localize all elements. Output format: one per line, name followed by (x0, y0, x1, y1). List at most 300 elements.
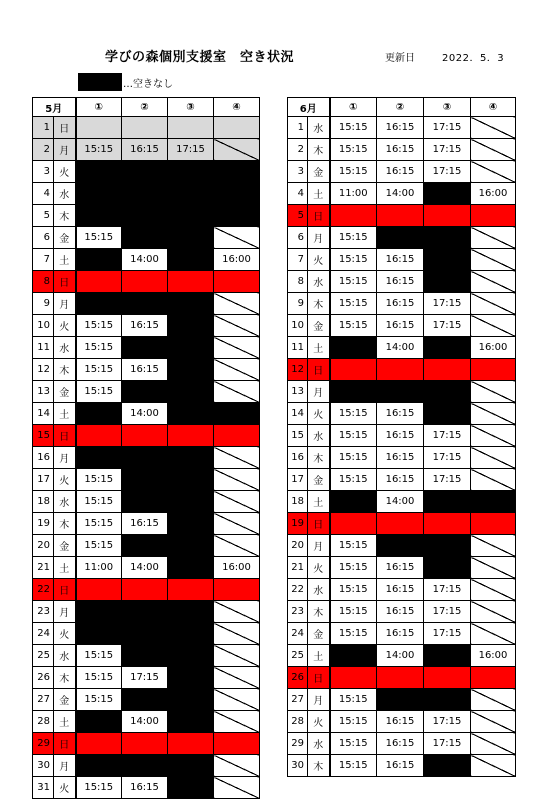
slot-1-cell: 15:15 (330, 601, 377, 623)
slot-3-cell (168, 579, 214, 601)
slot-3-cell (168, 293, 214, 315)
day-number: 28 (33, 711, 54, 733)
slot-2-cell (377, 535, 424, 557)
slot-2-cell (122, 535, 168, 557)
slot-3-cell (424, 667, 471, 689)
slot-4-cell (214, 293, 260, 315)
slot-4-cell (214, 403, 260, 425)
slot-3-cell (424, 557, 471, 579)
slot-3-cell (424, 227, 471, 249)
slot-1-header: ① (76, 98, 122, 117)
slot-1-cell: 15:15 (330, 711, 377, 733)
weekday: 火 (308, 711, 330, 733)
slot-3-cell: 17:15 (424, 469, 471, 491)
slot-1-cell (76, 403, 122, 425)
day-number: 9 (288, 293, 308, 315)
slot-3-cell (168, 623, 214, 645)
slot-3-cell (168, 491, 214, 513)
day-number: 27 (33, 689, 54, 711)
day-number: 3 (288, 161, 308, 183)
slot-1-cell (76, 447, 122, 469)
slot-1-cell (76, 733, 122, 755)
weekday: 金 (54, 381, 76, 403)
slot-3-cell (424, 689, 471, 711)
slot-3-cell (168, 425, 214, 447)
slot-3-cell (168, 469, 214, 491)
slot-3-cell: 17:15 (424, 139, 471, 161)
slot-3-cell (168, 557, 214, 579)
day-number: 24 (33, 623, 54, 645)
slot-1-cell (76, 755, 122, 777)
weekday: 日 (308, 359, 330, 381)
slot-3-cell (168, 315, 214, 337)
table-row (288, 579, 516, 601)
slot-2-header: ② (377, 98, 424, 117)
slot-4-cell (214, 381, 260, 403)
weekday: 日 (54, 425, 76, 447)
slot-4-cell (214, 689, 260, 711)
slot-2-cell (122, 469, 168, 491)
weekday: 木 (308, 601, 330, 623)
table-row (33, 535, 260, 557)
day-number: 30 (33, 755, 54, 777)
slot-3-cell (424, 381, 471, 403)
slot-2-cell (377, 667, 424, 689)
slot-2-cell: 16:15 (377, 447, 424, 469)
table-row (288, 381, 516, 403)
slot-1-cell (76, 623, 122, 645)
slot-2-cell (122, 689, 168, 711)
weekday: 火 (54, 469, 76, 491)
slot-3-cell (168, 535, 214, 557)
slot-3-cell (168, 183, 214, 205)
slot-3-cell (168, 161, 214, 183)
day-number: 23 (288, 601, 308, 623)
slot-2-cell (122, 271, 168, 293)
slot-2-cell (122, 183, 168, 205)
slot-4-header: ④ (214, 98, 260, 117)
slot-1-header: ① (330, 98, 377, 117)
table-row (288, 117, 516, 139)
slot-1-cell (330, 381, 377, 403)
slot-4-cell (471, 755, 516, 777)
may-rows (33, 117, 260, 799)
day-number: 10 (288, 315, 308, 337)
table-row (288, 425, 516, 447)
slot-2-cell: 16:15 (377, 315, 424, 337)
day-number: 31 (33, 777, 54, 799)
day-number: 30 (288, 755, 308, 777)
day-number: 19 (33, 513, 54, 535)
slot-4-cell (471, 689, 516, 711)
slot-2-cell: 16:15 (377, 711, 424, 733)
slot-3-cell (424, 359, 471, 381)
weekday: 月 (54, 447, 76, 469)
slot-4-cell: 16:00 (471, 337, 516, 359)
table-row (33, 117, 260, 139)
slot-4-cell (471, 469, 516, 491)
weekday: 火 (54, 777, 76, 799)
weekday: 月 (308, 689, 330, 711)
slot-1-cell (76, 205, 122, 227)
weekday: 金 (308, 623, 330, 645)
updated-label: 更新日 (385, 53, 415, 64)
day-number: 2 (33, 139, 54, 161)
weekday: 金 (308, 469, 330, 491)
updated-date: 2022．5．3 (442, 53, 505, 64)
slot-4-cell (471, 579, 516, 601)
table-row (288, 293, 516, 315)
day-number: 15 (33, 425, 54, 447)
weekday: 土 (308, 183, 330, 205)
slot-2-cell: 16:15 (377, 755, 424, 777)
slot-1-cell: 15:15 (76, 315, 122, 337)
slot-4-cell (214, 645, 260, 667)
table-row (288, 689, 516, 711)
slot-2-cell (122, 579, 168, 601)
day-number: 18 (288, 491, 308, 513)
table-row (288, 513, 516, 535)
day-number: 16 (33, 447, 54, 469)
slot-4-cell (471, 513, 516, 535)
weekday: 金 (54, 535, 76, 557)
day-number: 1 (33, 117, 54, 139)
slot-4-cell (214, 139, 260, 161)
slot-3-cell (424, 183, 471, 205)
slot-3-cell (424, 755, 471, 777)
table-row (33, 315, 260, 337)
slot-2-cell: 16:15 (377, 733, 424, 755)
table-row (288, 469, 516, 491)
slot-3-cell (168, 755, 214, 777)
table-row (33, 425, 260, 447)
day-number: 9 (33, 293, 54, 315)
june-month-header: 6月 (288, 98, 330, 117)
day-number: 1 (288, 117, 308, 139)
day-number: 14 (33, 403, 54, 425)
weekday: 日 (54, 117, 76, 139)
slot-4-cell (471, 733, 516, 755)
table-row (288, 623, 516, 645)
slot-2-cell: 16:15 (377, 425, 424, 447)
slot-2-cell: 16:15 (122, 315, 168, 337)
day-number: 20 (33, 535, 54, 557)
slot-1-cell (76, 579, 122, 601)
slot-4-cell (214, 535, 260, 557)
slot-1-cell (330, 491, 377, 513)
slot-2-cell (377, 227, 424, 249)
slot-1-cell (76, 183, 122, 205)
slot-4-cell (214, 315, 260, 337)
day-number: 12 (33, 359, 54, 381)
slot-4-cell (471, 667, 516, 689)
weekday: 水 (54, 645, 76, 667)
slot-3-cell (168, 381, 214, 403)
table-row (288, 667, 516, 689)
slot-2-cell (122, 227, 168, 249)
legend-text: …空きなし (123, 79, 173, 90)
slot-1-cell: 15:15 (330, 249, 377, 271)
slot-2-cell (377, 359, 424, 381)
slot-4-cell: 16:00 (214, 249, 260, 271)
slot-3-cell (168, 249, 214, 271)
slot-3-cell (168, 205, 214, 227)
slot-4-cell (471, 315, 516, 337)
table-row (33, 601, 260, 623)
slot-1-cell: 15:15 (330, 447, 377, 469)
slot-3-header: ③ (424, 98, 471, 117)
slot-4-cell (214, 183, 260, 205)
slot-2-cell (122, 425, 168, 447)
slot-1-cell: 15:15 (76, 359, 122, 381)
weekday: 木 (308, 293, 330, 315)
weekday: 金 (54, 227, 76, 249)
table-row (33, 689, 260, 711)
weekday: 水 (54, 337, 76, 359)
day-number: 11 (33, 337, 54, 359)
slot-2-cell: 16:15 (377, 403, 424, 425)
slot-3-cell (424, 337, 471, 359)
day-number: 21 (33, 557, 54, 579)
slot-3-cell (424, 491, 471, 513)
slot-3-cell: 17:15 (424, 117, 471, 139)
slot-3-header: ③ (168, 98, 214, 117)
table-row (288, 645, 516, 667)
slot-4-cell (214, 359, 260, 381)
day-number: 13 (288, 381, 308, 403)
slot-1-cell: 15:15 (330, 161, 377, 183)
slot-4-cell (471, 403, 516, 425)
slot-2-cell (122, 491, 168, 513)
slot-2-cell: 14:00 (122, 403, 168, 425)
table-row (288, 249, 516, 271)
slot-4-cell (214, 491, 260, 513)
day-number: 19 (288, 513, 308, 535)
table-row (33, 667, 260, 689)
slot-1-cell: 15:15 (330, 271, 377, 293)
slot-3-cell (168, 711, 214, 733)
day-number: 8 (33, 271, 54, 293)
day-number: 25 (288, 645, 308, 667)
day-number: 22 (33, 579, 54, 601)
slot-2-cell: 16:15 (377, 249, 424, 271)
slot-1-cell: 15:15 (330, 293, 377, 315)
slot-4-cell (214, 425, 260, 447)
slot-4-cell: 16:00 (214, 557, 260, 579)
slot-2-cell: 16:15 (377, 579, 424, 601)
slot-4-cell (471, 601, 516, 623)
weekday: 日 (54, 733, 76, 755)
slot-3-cell (424, 205, 471, 227)
slot-4-cell (214, 601, 260, 623)
table-row (288, 337, 516, 359)
weekday: 水 (308, 271, 330, 293)
slot-2-cell (122, 645, 168, 667)
slot-2-cell (377, 205, 424, 227)
slot-1-cell (330, 205, 377, 227)
slot-1-cell: 15:15 (330, 689, 377, 711)
slot-3-cell (168, 227, 214, 249)
table-row (288, 183, 516, 205)
slot-1-cell: 15:15 (330, 227, 377, 249)
slot-4-cell (471, 359, 516, 381)
slot-1-cell (330, 645, 377, 667)
slot-1-cell: 15:15 (330, 733, 377, 755)
day-number: 11 (288, 337, 308, 359)
slot-1-cell: 15:15 (76, 689, 122, 711)
slot-1-cell: 15:15 (76, 667, 122, 689)
day-number: 13 (33, 381, 54, 403)
weekday: 木 (54, 205, 76, 227)
day-number: 29 (288, 733, 308, 755)
slot-4-cell (471, 557, 516, 579)
table-row (33, 491, 260, 513)
table-row (288, 557, 516, 579)
day-number: 7 (288, 249, 308, 271)
slot-1-cell (76, 271, 122, 293)
slot-3-cell (168, 667, 214, 689)
table-row (288, 755, 516, 777)
slot-4-cell (214, 733, 260, 755)
slot-4-cell (214, 205, 260, 227)
slot-1-cell: 15:15 (330, 557, 377, 579)
slot-1-cell: 15:15 (330, 425, 377, 447)
slot-3-cell (168, 689, 214, 711)
slot-3-cell (168, 271, 214, 293)
table-row (288, 535, 516, 557)
slot-1-cell: 15:15 (330, 579, 377, 601)
table-row (33, 623, 260, 645)
slot-2-cell (122, 205, 168, 227)
table-row (288, 205, 516, 227)
slot-3-cell (424, 645, 471, 667)
slot-2-cell (122, 293, 168, 315)
slot-2-cell (122, 161, 168, 183)
table-row (288, 227, 516, 249)
slot-4-cell (471, 381, 516, 403)
slot-1-cell: 15:15 (76, 777, 122, 799)
slot-4-cell (214, 755, 260, 777)
table-row (33, 469, 260, 491)
slot-2-cell: 17:15 (122, 667, 168, 689)
table-row (33, 249, 260, 271)
slot-2-cell: 16:15 (122, 359, 168, 381)
weekday: 日 (54, 271, 76, 293)
weekday: 水 (308, 117, 330, 139)
slot-4-cell (471, 271, 516, 293)
table-row (33, 381, 260, 403)
weekday: 土 (54, 403, 76, 425)
weekday: 火 (54, 623, 76, 645)
slot-1-cell: 15:15 (330, 403, 377, 425)
slot-3-cell (424, 271, 471, 293)
day-number: 5 (288, 205, 308, 227)
slot-4-cell (471, 249, 516, 271)
slot-2-cell: 16:15 (122, 139, 168, 161)
day-number: 25 (33, 645, 54, 667)
slot-4-cell (471, 293, 516, 315)
weekday: 木 (54, 513, 76, 535)
day-number: 4 (33, 183, 54, 205)
day-number: 5 (33, 205, 54, 227)
slot-2-cell (122, 117, 168, 139)
weekday: 月 (308, 535, 330, 557)
slot-1-cell: 11:00 (76, 557, 122, 579)
day-number: 10 (33, 315, 54, 337)
day-number: 27 (288, 689, 308, 711)
weekday: 日 (54, 579, 76, 601)
weekday: 日 (308, 667, 330, 689)
slot-3-cell: 17:15 (424, 733, 471, 755)
slot-4-cell (214, 161, 260, 183)
slot-1-cell: 15:15 (76, 139, 122, 161)
slot-1-cell: 15:15 (76, 513, 122, 535)
table-row (33, 447, 260, 469)
weekday: 木 (308, 755, 330, 777)
slot-4-cell (214, 623, 260, 645)
slot-4-cell (471, 161, 516, 183)
weekday: 木 (54, 667, 76, 689)
weekday: 月 (54, 601, 76, 623)
slot-2-header: ② (122, 98, 168, 117)
slot-3-cell (168, 645, 214, 667)
slot-2-cell (377, 381, 424, 403)
table-row (33, 293, 260, 315)
slot-3-cell: 17:15 (424, 579, 471, 601)
day-number: 20 (288, 535, 308, 557)
slot-2-cell: 16:15 (377, 557, 424, 579)
day-number: 26 (33, 667, 54, 689)
weekday: 金 (54, 689, 76, 711)
slot-4-cell (471, 205, 516, 227)
day-number: 6 (288, 227, 308, 249)
slot-2-cell: 14:00 (377, 645, 424, 667)
slot-1-cell (330, 513, 377, 535)
weekday: 水 (54, 491, 76, 513)
page-title: 学びの森個別支援室 空き状況 (105, 50, 295, 65)
slot-1-cell (76, 249, 122, 271)
table-row (33, 337, 260, 359)
slot-2-cell: 16:15 (377, 161, 424, 183)
table-row (33, 359, 260, 381)
slot-2-cell: 16:15 (377, 139, 424, 161)
slot-3-cell (168, 359, 214, 381)
weekday: 月 (308, 381, 330, 403)
slot-3-cell (424, 513, 471, 535)
table-row (33, 513, 260, 535)
slot-4-cell (214, 579, 260, 601)
slot-2-cell: 14:00 (377, 491, 424, 513)
slot-3-cell (168, 447, 214, 469)
table-row (33, 557, 260, 579)
slot-3-cell (168, 337, 214, 359)
legend-no-vacancy-swatch (78, 73, 122, 91)
slot-3-cell: 17:15 (424, 601, 471, 623)
weekday: 日 (308, 513, 330, 535)
slot-2-cell (377, 513, 424, 535)
slot-3-cell (424, 249, 471, 271)
weekday: 金 (308, 161, 330, 183)
slot-3-cell: 17:15 (424, 293, 471, 315)
weekday: 日 (308, 205, 330, 227)
slot-4-cell (471, 227, 516, 249)
table-row (288, 711, 516, 733)
slot-1-cell (330, 667, 377, 689)
table-row (33, 227, 260, 249)
table-row (33, 183, 260, 205)
slot-3-cell (424, 403, 471, 425)
table-row (288, 601, 516, 623)
